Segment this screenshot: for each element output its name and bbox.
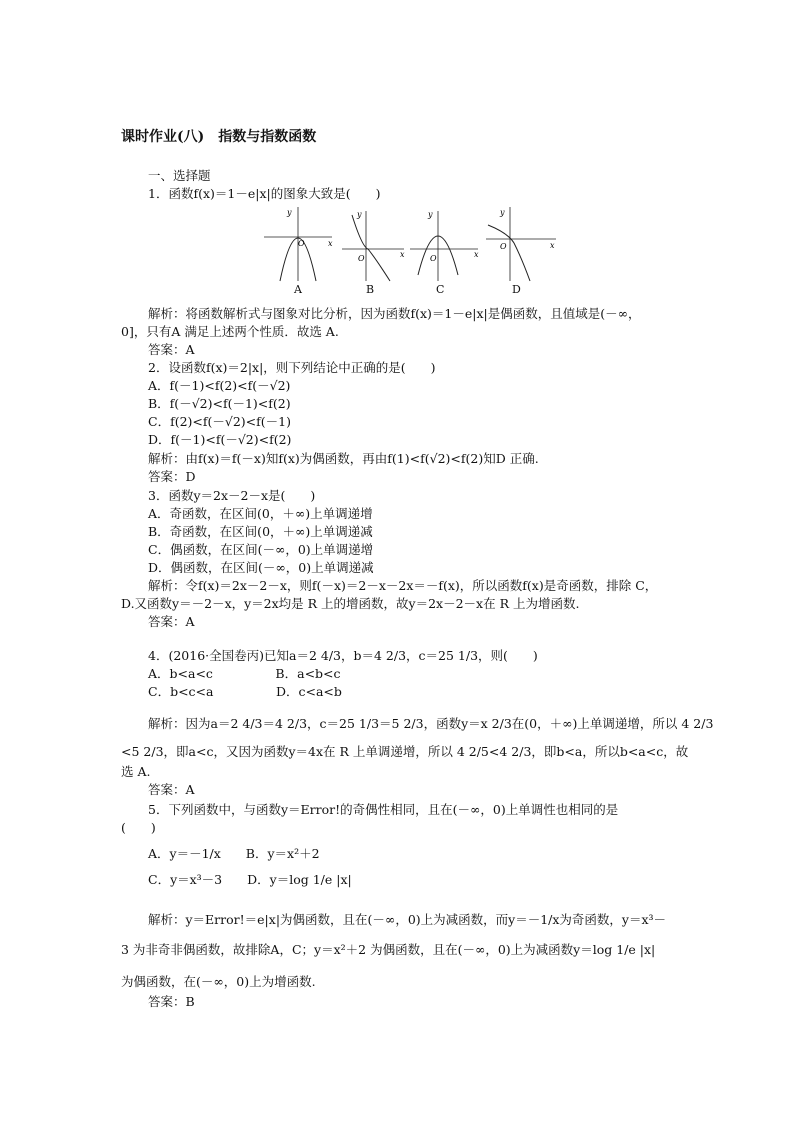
svg-text:y: y [500,208,505,217]
q5-answer: 答案：B [148,994,195,1009]
page-title: 课时作业(八) 指数与指数函数 [121,129,317,145]
q4-analysis-line1: 解析：因为a＝2 4/3＝4 2/3，c＝25 1/3＝5 2/3，函数y＝x 2/3在(0，＋∞)上单调递增，所以 4 2/3 [148,716,714,731]
graph-label-a: A [294,283,302,296]
q1-analysis-line2: 0]，只有A 满足上述两个性质．故选 A. [121,324,339,339]
q1-answer: 答案：A [148,342,195,357]
q3-stem: 3．函数y＝2x－2－x是( ) [148,488,316,503]
q5-options-row1: A．y＝－1/x B．y＝x²＋2 [148,846,320,861]
q2-option-b: B．f(－√2)<f(－1)<f(2) [148,396,291,411]
q2-option-a: A．f(－1)<f(2)<f(－√2) [148,378,291,393]
q3-option-a: A．奇函数，在区间(0，＋∞)上单调递增 [148,506,373,521]
graph-c [410,210,479,281]
graph-label-d: D [512,283,521,296]
q2-analysis: 解析：由f(x)＝f(－x)知f(x)为偶函数，再由f(1)<f(√2)<f(2)知D 正确. [148,451,539,466]
q5-options-row2: C．y＝x³－3 D．y＝log 1/e |x| [148,872,352,887]
svg-text:O: O [358,254,365,263]
q1-analysis-line1: 解析：将函数解析式与图象对比分析，因为函数f(x)＝1－e|x|是偶函数，且值域是(－∞， [148,306,641,321]
q2-option-d: D．f(－1)<f(－√2)<f(2) [148,432,292,447]
graph-b [342,210,405,281]
q2-answer: 答案：D [148,469,196,484]
svg-text:O: O [430,254,437,263]
graph-label-c: C [436,283,445,296]
svg-text:y: y [357,210,362,219]
q5-analysis-line3: 为偶函数，在(－∞，0)上为增函数. [121,974,316,989]
q3-option-b: B．奇函数，在区间(0，＋∞)上单调递减 [148,524,373,539]
q1-graphs [262,205,562,301]
q3-option-c: C．偶函数，在区间(－∞，0)上单调递增 [148,542,374,557]
svg-text:x: x [328,239,333,248]
q3-option-d: D．偶函数，在区间(－∞，0)上单调递减 [148,560,374,575]
q4-analysis-line2: <5 2/3，即a<c，又因为函数y＝4x在 R 上单调递增，所以 4 2/5<4 2/3，即b<a，所以b<a<c，故 [121,744,689,759]
svg-text:y: y [428,210,433,219]
graph-d [486,207,556,281]
q5-analysis-line1: 解析：y＝Error!＝e|x|为偶函数，且在(－∞，0)上为减函数，而y＝－1/x为奇函数，y＝x³－ [148,912,667,927]
svg-text:x: x [550,241,555,250]
svg-text:x: x [474,250,479,259]
q4-options-row1: A．b<a<c B．a<b<c [148,666,341,681]
q3-analysis-line1: 解析：令f(x)＝2x－2－x，则f(－x)＝2－x－2x＝－f(x)，所以函数f(x)是奇函数，排除 C， [148,578,658,593]
svg-text:y: y [287,208,292,217]
q4-analysis-line3: 选 A. [121,764,151,779]
q2-option-c: C．f(2)<f(－√2)<f(－1) [148,414,291,429]
q5-stem-line1: 5．下列函数中，与函数y＝Error!的奇偶性相同，且在(－∞，0)上单调性也相同的是 [148,802,619,817]
q3-analysis-line2: D.又函数y＝－2－x，y＝2x均是 R 上的增函数，故y＝2x－2－x在 R 上为增函数. [121,596,580,611]
q5-stem-line2: ( ) [121,820,156,835]
graph-a [264,207,333,281]
q3-answer: 答案：A [148,614,195,629]
q1-stem: 1．函数f(x)＝1－e|x|的图象大致是( ) [148,186,381,201]
svg-text:O: O [500,242,507,251]
graph-label-b: B [366,283,375,296]
svg-text:x: x [400,250,405,259]
q4-options-row2: C．b<c<a D．c<a<b [148,684,342,699]
section-heading: 一、选择题 [148,168,211,183]
q4-answer: 答案：A [148,782,195,797]
q2-stem: 2．设函数f(x)＝2|x|，则下列结论中正确的是( ) [148,360,436,375]
svg-text:O: O [298,239,305,248]
q5-analysis-line2: 3 为非奇非偶函数，故排除A，C；y＝x²＋2 为偶函数，且在(－∞，0)上为减函数y＝log 1/e |x| [121,942,656,957]
q4-stem: 4．(2016·全国卷丙)已知a＝2 4/3，b＝4 2/3，c＝25 1/3，则( ) [148,648,538,663]
